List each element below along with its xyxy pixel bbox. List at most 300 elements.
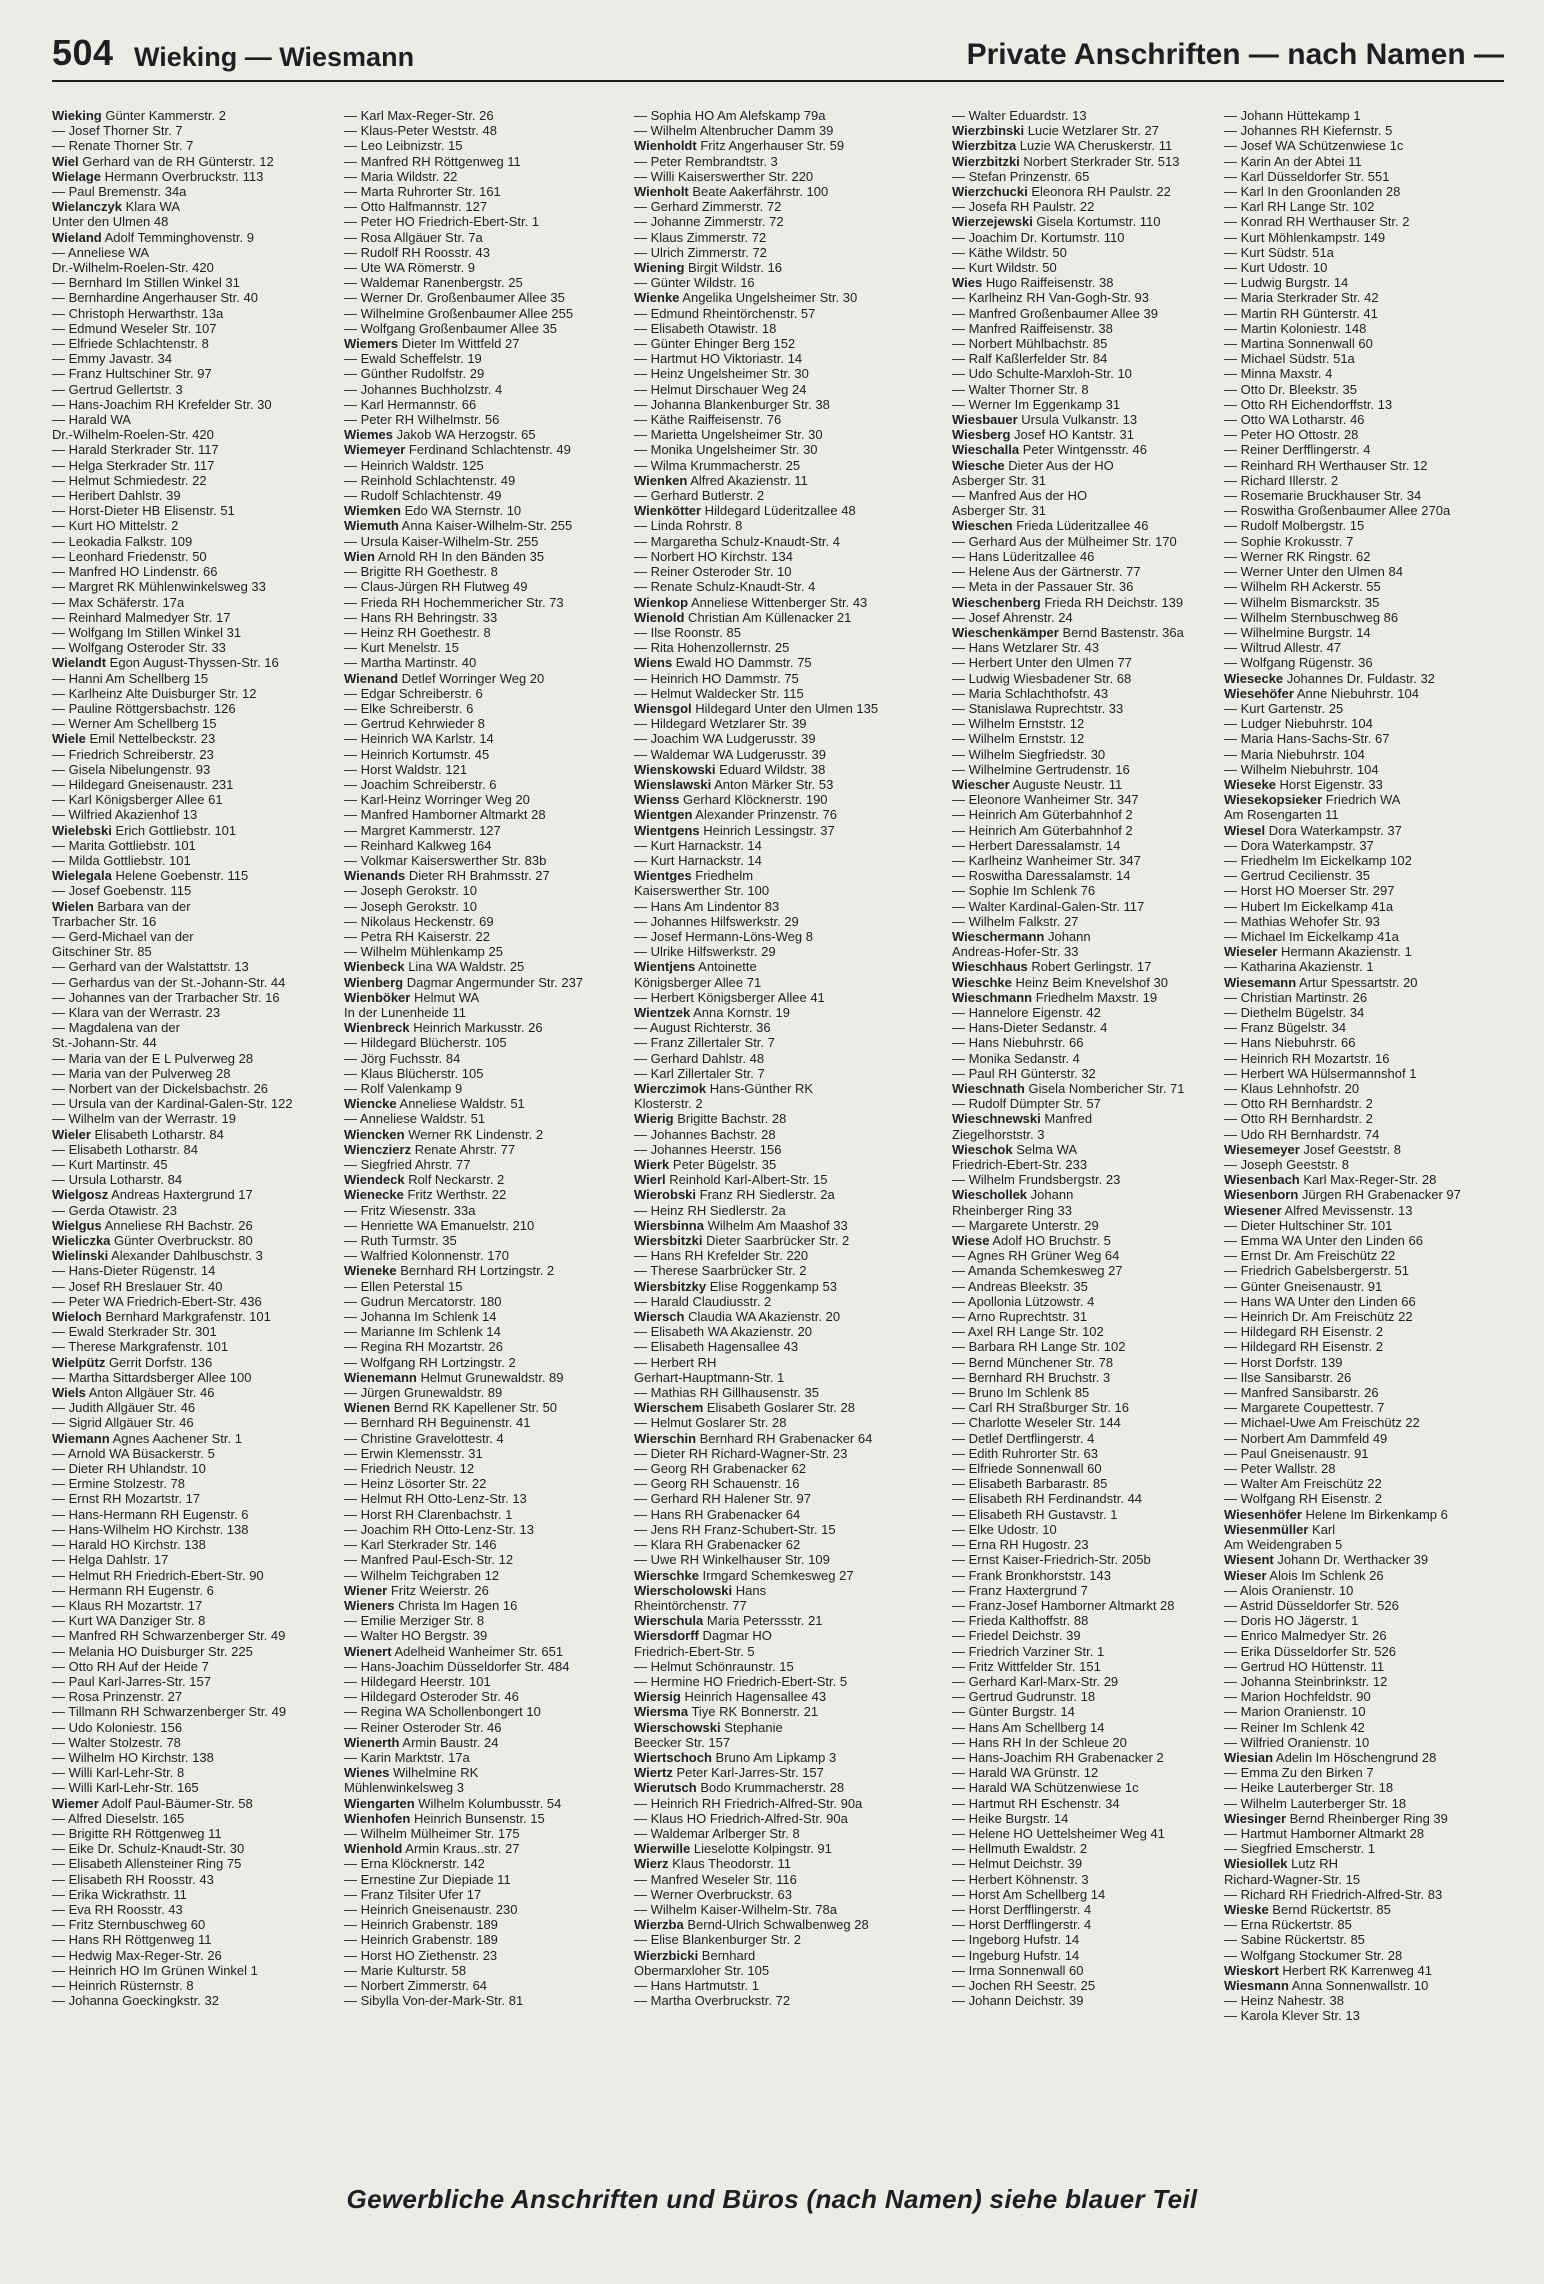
directory-entry [634, 1750, 926, 1765]
entry-text: — Therese Saarbrücker Str. 2 [634, 1263, 807, 1279]
directory-entry [634, 1613, 926, 1628]
entry-text: Anna Kornstr. 19 [690, 1004, 790, 1020]
entry-text: — Walter Stolzestr. 78 [52, 1734, 181, 1750]
surname: Wierschin [634, 1430, 697, 1446]
entry-text: — Heinz Nahestr. 38 [1224, 1993, 1344, 2009]
entry-text: Josef Geeststr. 8 [1299, 1141, 1401, 1157]
directory-entry [634, 1659, 926, 1674]
entry-text: — Georg RH Schauenstr. 16 [634, 1476, 800, 1492]
directory-entry [634, 807, 926, 822]
entry-text: — Renate Schulz-Knaudt-Str. 4 [634, 579, 816, 595]
entry-text: Werner RK Lindenstr. 2 [404, 1126, 544, 1142]
directory-entry [344, 412, 636, 427]
entry-text: — Sophia HO Am Alefskamp 79a [634, 108, 826, 123]
entry-text: — Günter Ehinger Berg 152 [634, 336, 796, 352]
surname: Wiesenbach [1224, 1172, 1300, 1188]
entry-text: — Gertrud Cecilienstr. 35 [1224, 868, 1370, 884]
entry-text: — Edith Ruhrorter Str. 63 [952, 1445, 1098, 1461]
directory-entry [634, 975, 926, 990]
directory-entry [52, 488, 344, 503]
directory-entry [1224, 716, 1504, 731]
surname: Wierobski [634, 1187, 697, 1203]
entry-text: Irmgard Schemkesweg 27 [698, 1567, 854, 1583]
directory-entry [52, 1902, 344, 1917]
surname: Wierzba [634, 1917, 684, 1933]
directory-entry [1224, 1157, 1504, 1172]
directory-entry [52, 1081, 344, 1096]
entry-text: — Meta in der Passauer Str. 36 [952, 579, 1134, 595]
directory-entry [952, 1461, 1244, 1476]
entry-text: Hans-Günther RK [706, 1081, 814, 1096]
directory-entry [634, 382, 926, 397]
entry-text: Andreas Haxtergrund 17 [108, 1187, 253, 1203]
entry-text: — Reiner Osteroder Str. 10 [634, 564, 792, 580]
directory-entry [52, 868, 344, 883]
directory-entry [52, 1613, 344, 1628]
entry-text: — Peter WA Friedrich-Ebert-Str. 436 [52, 1293, 262, 1309]
surname: Wienes [344, 1765, 390, 1781]
entry-text: — Kurt WA Danziger Str. 8 [52, 1613, 206, 1629]
surname: Wienhofen [344, 1810, 411, 1826]
directory-entry [952, 1720, 1244, 1735]
entry-text: — Willi Karl-Lehr-Str. 165 [52, 1780, 199, 1796]
entry-text: — Johanna Blankenburger Str. 38 [634, 396, 830, 412]
directory-entry [52, 1248, 344, 1263]
directory-entry [344, 807, 636, 822]
directory-entry [344, 1385, 636, 1400]
directory-entry [1224, 1111, 1504, 1126]
entry-text: — Margret Kammerstr. 127 [344, 822, 501, 838]
surname: Wierzbitzki [952, 153, 1020, 169]
entry-text: — Willi Kaiserswerther Str. 220 [634, 168, 814, 184]
entry-text: — Anneliese WA [52, 244, 150, 260]
entry-text: — Hildegard RH Eisenstr. 2 [1224, 1339, 1383, 1355]
directory-entry [1224, 1294, 1504, 1309]
directory-entry [952, 975, 1244, 990]
directory-entry [52, 336, 344, 351]
directory-entry [344, 1902, 636, 1917]
directory-entry [52, 1355, 344, 1370]
entry-text: — Norbert Am Dammfeld 49 [1224, 1430, 1388, 1446]
directory-entry [52, 1811, 344, 1826]
directory-entry [952, 1704, 1244, 1719]
entry-text: Bernd-Ulrich Schwalbenweg 28 [683, 1917, 869, 1933]
entry-text: Auguste Neustr. 11 [1009, 776, 1123, 792]
directory-entry [52, 671, 344, 686]
entry-text: — Kurt Udostr. 10 [1224, 260, 1328, 276]
directory-entry [634, 1872, 926, 1887]
entry-text: — Ludwig Burgstr. 14 [1224, 275, 1349, 291]
directory-entry [952, 275, 1244, 290]
entry-text: — Frank Bronkhorststr. 143 [952, 1567, 1111, 1583]
directory-entry [52, 944, 344, 959]
directory-entry [952, 1400, 1244, 1415]
directory-entry [952, 579, 1244, 594]
directory-entry [52, 1279, 344, 1294]
entry-text: — Karl In den Groonlanden 28 [1224, 184, 1401, 200]
entry-text: — Horst Dorfstr. 139 [1224, 1354, 1343, 1370]
entry-text: — Joseph Geeststr. 8 [1224, 1157, 1350, 1173]
surname: Wiese [952, 1233, 990, 1249]
entry-text: — Werner Unter den Ulmen 84 [1224, 564, 1403, 580]
entry-text: — Hildegard RH Eisenstr. 2 [1224, 1324, 1383, 1340]
directory-entry [634, 1309, 926, 1324]
entry-text: — Heinz Lösorter Str. 22 [344, 1476, 487, 1492]
directory-entry [634, 1218, 926, 1233]
directory-entry [634, 199, 926, 214]
directory-entry [344, 1157, 636, 1172]
entry-text: Arnold RH In den Bänden 35 [374, 548, 545, 564]
entry-text: — Rosa Allgäuer Str. 7a [344, 229, 483, 245]
entry-text: — Hans-Joachim RH Grabenacker 2 [952, 1749, 1164, 1765]
entry-text: — Horst RH Clarenbachstr. 1 [344, 1506, 513, 1522]
entry-text: — Johannes Bachstr. 28 [634, 1126, 776, 1142]
directory-entry [1224, 534, 1504, 549]
directory-entry [52, 1948, 344, 1963]
entry-text: Klosterstr. 2 [634, 1096, 703, 1112]
directory-entry [952, 1932, 1244, 1947]
directory-entry [52, 1917, 344, 1932]
directory-entry [344, 1035, 636, 1050]
entry-text: — Hans Niebuhrstr. 66 [952, 1035, 1084, 1051]
directory-entry [52, 990, 344, 1005]
entry-text: — Friedrich Neustr. 12 [344, 1461, 475, 1477]
entry-text: Alfred Akazienstr. 11 [687, 472, 808, 488]
directory-entry [344, 792, 636, 807]
directory-entry [52, 929, 344, 944]
entry-text: — Helmut Deichstr. 39 [952, 1856, 1083, 1872]
directory-entry [52, 716, 344, 731]
directory-entry [52, 366, 344, 381]
entry-text: — Marie Kulturstr. 58 [344, 1962, 467, 1978]
entry-text: — Hans Wetzlarer Str. 43 [952, 640, 1100, 656]
entry-text: — Harald WA Schützenwiese 1c [952, 1780, 1139, 1796]
directory-entry [344, 427, 636, 442]
entry-text: — Helmut Waldecker Str. 115 [634, 685, 804, 701]
surname: Wiemer [52, 1795, 99, 1811]
directory-entry [634, 1993, 926, 2008]
entry-text: Anneliese Waldstr. 51 [396, 1096, 525, 1112]
entry-text: — Alfred Dieselstr. 165 [52, 1810, 185, 1826]
surname: Wielen [52, 898, 94, 914]
entry-text: Dr.-Wilhelm-Roelen-Str. 420 [52, 427, 214, 443]
directory-entry [634, 990, 926, 1005]
directory-entry [1224, 1826, 1504, 1841]
entry-text: — Therese Markgrafenstr. 101 [52, 1339, 229, 1355]
directory-entry [952, 1005, 1244, 1020]
surname: Wiemes [344, 427, 394, 443]
entry-text: — Ludger Niebuhrstr. 104 [1224, 716, 1373, 732]
entry-text: Lucie Wetzlarer Str. 27 [1024, 123, 1159, 139]
surname: Wiencken [344, 1126, 405, 1142]
entry-text: Johann Dr. Werthacker 39 [1273, 1552, 1429, 1568]
entry-text: Königsberger Allee 71 [634, 974, 762, 990]
directory-entry [952, 747, 1244, 762]
entry-text: — Johannes van der Trarbacher Str. 16 [52, 989, 280, 1005]
entry-text: — Katharina Akazienstr. 1 [1224, 959, 1374, 975]
entry-text: — Wolfgang RH Eisenstr. 2 [1224, 1491, 1382, 1507]
directory-columns [52, 108, 1504, 2168]
entry-text: — Fritz Wittfelder Str. 151 [952, 1658, 1101, 1674]
entry-text: — Brigitte RH Goethestr. 8 [344, 564, 498, 580]
directory-entry [634, 777, 926, 792]
entry-text: — Edmund Weseler Str. 107 [52, 320, 217, 336]
directory-entry [1224, 366, 1504, 381]
entry-text: — Maria Hans-Sachs-Str. 67 [1224, 731, 1390, 747]
directory-entry [634, 1917, 926, 1932]
directory-entry [52, 1568, 344, 1583]
directory-entry [952, 1279, 1244, 1294]
entry-text: — Emilie Merziger Str. 8 [344, 1613, 485, 1629]
entry-text: — Ursula Lotharstr. 84 [52, 1172, 183, 1188]
surname: Wierschem [634, 1400, 704, 1416]
directory-entry [1224, 1750, 1504, 1765]
entry-text: Kaiserswerther Str. 100 [634, 883, 770, 899]
entry-text: Friedrich-Ebert-Str. 233 [952, 1157, 1088, 1173]
entry-text: — Elisabeth RH Roosstr. 43 [52, 1871, 214, 1887]
directory-entry [634, 458, 926, 473]
entry-text: — Willi Karl-Lehr-Str. 8 [52, 1765, 185, 1781]
directory-entry [52, 1035, 344, 1050]
entry-text: — Karl Hermannstr. 66 [344, 396, 477, 412]
surname: Wiersbitzky [634, 1278, 707, 1294]
entry-text: — Hanni Am Schellberg 15 [52, 670, 209, 686]
surname: Wieseler [1224, 944, 1278, 960]
entry-text: — Maria Sterkrader Str. 42 [1224, 290, 1379, 306]
entry-text: — Wilhelmine Großenbaumer Allee 255 [344, 305, 574, 321]
entry-text: — Udo RH Bernhardstr. 74 [1224, 1126, 1380, 1142]
directory-entry [52, 1796, 344, 1811]
entry-text: — Karlheinz Wanheimer Str. 347 [952, 852, 1141, 868]
entry-text: Am Rosengarten 11 [1224, 807, 1339, 823]
entry-text: — Wolfgang Im Stillen Winkel 31 [52, 624, 242, 640]
directory-entry [1224, 838, 1504, 853]
entry-text: — Helmut Schmiedestr. 22 [52, 472, 207, 488]
directory-entry [52, 777, 344, 792]
directory-entry [52, 1720, 344, 1735]
directory-entry [634, 518, 926, 533]
directory-entry [634, 944, 926, 959]
surname: Wiesberg [952, 427, 1011, 443]
directory-entry [634, 1355, 926, 1370]
surname: Wienert [344, 1643, 392, 1659]
entry-text: — Christine Gravelottestr. 4 [344, 1430, 504, 1446]
directory-entry [1224, 230, 1504, 245]
entry-text: Asberger Str. 31 [952, 503, 1046, 519]
surname: Wienerth [344, 1734, 400, 1750]
directory-entry [344, 1872, 636, 1887]
directory-entry [952, 1583, 1244, 1598]
entry-text: Gerhard van de RH Günterstr. 12 [78, 153, 274, 169]
directory-entry [344, 1339, 636, 1354]
directory-entry [952, 1157, 1244, 1172]
directory-entry [952, 518, 1244, 533]
directory-entry [1224, 1096, 1504, 1111]
directory-entry [1224, 1279, 1504, 1294]
directory-entry [1224, 1856, 1504, 1871]
entry-text: — Karl-Heinz Worringer Weg 20 [344, 792, 530, 808]
entry-text: — Klaus Lehnhofstr. 20 [1224, 1081, 1360, 1096]
directory-entry [634, 275, 926, 290]
entry-text: Gitschiner Str. 85 [52, 944, 152, 960]
entry-text: — Kurt Möhlenkampstr. 149 [1224, 229, 1386, 245]
directory-entry [52, 184, 344, 199]
entry-text: — Rosa Prinzenstr. 27 [52, 1689, 183, 1705]
surname: Wieking [52, 108, 102, 123]
entry-text: — Wilhelm Falkstr. 27 [952, 913, 1079, 929]
directory-entry [634, 1279, 926, 1294]
surname: Wienands [344, 868, 406, 884]
entry-text: — Hildegard Blücherstr. 105 [344, 1035, 507, 1051]
directory-entry [1224, 1324, 1504, 1339]
entry-text: — Joachim Schreiberstr. 6 [344, 776, 497, 792]
entry-text: — Franz Zillertaler Str. 7 [634, 1035, 775, 1051]
entry-text: Ferdinand Schlachtenstr. 49 [405, 442, 571, 458]
directory-entry [952, 1020, 1244, 1035]
directory-entry [344, 1674, 636, 1689]
directory-entry [344, 1644, 636, 1659]
directory-entry [952, 1507, 1244, 1522]
directory-entry [952, 230, 1244, 245]
surname: Wieler [52, 1126, 91, 1142]
directory-entry [344, 1005, 636, 1020]
directory-entry [634, 260, 926, 275]
surname: Wierutsch [634, 1780, 697, 1796]
surname: Wieners [344, 1597, 395, 1613]
entry-text: Dora Waterkampstr. 37 [1265, 822, 1402, 838]
entry-text: — Wilhelm Mühlenkamp 25 [344, 944, 503, 960]
surname: Wielinski [52, 1248, 109, 1264]
entry-text: — Arno Ruprechtstr. 31 [952, 1309, 1088, 1325]
directory-entry [1224, 1431, 1504, 1446]
directory-entry [344, 1309, 636, 1324]
entry-text: — Maria van der Pulverweg 28 [52, 1065, 231, 1081]
directory-entry [1224, 823, 1504, 838]
entry-text: — Johanne Zimmerstr. 72 [634, 214, 784, 230]
directory-entry [344, 458, 636, 473]
directory-entry [952, 1370, 1244, 1385]
entry-text: — Helmut Goslarer Str. 28 [634, 1415, 787, 1431]
entry-text: — Johannes Hilfswerkstr. 29 [634, 913, 799, 929]
entry-text: Antoinette [695, 959, 757, 975]
entry-text: — Fritz Wiesenstr. 33a [344, 1202, 476, 1218]
directory-entry [634, 1020, 926, 1035]
directory-entry [1224, 108, 1504, 123]
directory-entry [344, 1279, 636, 1294]
directory-entry [1224, 138, 1504, 153]
surname: Wierscholowski [634, 1582, 733, 1598]
entry-text: — Hans Niebuhrstr. 66 [1224, 1035, 1356, 1051]
entry-text: — Stefan Prinzenstr. 65 [952, 168, 1090, 184]
directory-entry [1224, 1476, 1504, 1491]
directory-entry [634, 1476, 926, 1491]
directory-entry [952, 823, 1244, 838]
directory-entry [52, 1339, 344, 1354]
directory-entry [634, 853, 926, 868]
entry-text: — Bernhard Im Stillen Winkel 31 [52, 275, 240, 291]
directory-entry [1224, 868, 1504, 883]
entry-text: — Walter HO Bergstr. 39 [344, 1628, 488, 1644]
surname: Wiesecke [1224, 670, 1284, 686]
directory-entry [952, 1339, 1244, 1354]
entry-text: — Hildegard Wetzlarer Str. 39 [634, 716, 807, 732]
directory-entry [1224, 792, 1504, 807]
entry-text: — Eike Dr. Schulz-Knaudt-Str. 30 [52, 1841, 245, 1857]
entry-text: — Wilhelmine Burgstr. 14 [1224, 624, 1371, 640]
directory-entry [1224, 1035, 1504, 1050]
entry-text: — Horst Am Schellberg 14 [952, 1886, 1106, 1902]
directory-entry [952, 1096, 1244, 1111]
directory-entry [1224, 336, 1504, 351]
entry-text: — Hans Am Schellberg 14 [952, 1719, 1105, 1735]
entry-text: — Dora Waterkampstr. 37 [1224, 837, 1374, 853]
surname: Wiesel [1224, 822, 1266, 838]
directory-entry [1224, 382, 1504, 397]
entry-text: — Siegfried Emscherstr. 1 [1224, 1841, 1375, 1857]
entry-text: — Anneliese Waldstr. 51 [344, 1111, 486, 1127]
entry-text: Renate Ahrstr. 77 [411, 1141, 516, 1157]
directory-entry [344, 823, 636, 838]
entry-text: Christa Im Hagen 16 [394, 1597, 518, 1613]
surname: Wiesinger [1224, 1810, 1287, 1826]
entry-text: Anna Sonnenwallstr. 10 [1288, 1977, 1429, 1993]
directory-entry [1224, 1978, 1504, 1993]
directory-entry [952, 1659, 1244, 1674]
entry-text: — Herbert Königsberger Allee 41 [634, 989, 825, 1005]
directory-entry [52, 1841, 344, 1856]
directory-entry [634, 1263, 926, 1278]
directory-entry [634, 503, 926, 518]
directory-entry [344, 1811, 636, 1826]
entry-text: — Margarete Coupettestr. 7 [1224, 1400, 1385, 1416]
surname: Wienböker [344, 989, 411, 1005]
entry-text: — Hans Lüderitzallee 46 [952, 548, 1095, 564]
surname: Wiels [52, 1385, 86, 1401]
directory-entry [344, 275, 636, 290]
entry-text: — Werner Overbruckstr. 63 [634, 1886, 792, 1902]
directory-entry [952, 1446, 1244, 1461]
surname: Wiemken [344, 503, 401, 519]
directory-entry [1224, 1355, 1504, 1370]
directory-entry [344, 853, 636, 868]
surname: Wiesbauer [952, 412, 1018, 428]
entry-text: — Johannes Buchholzstr. 4 [344, 381, 503, 397]
surname: Wiersdorff [634, 1628, 699, 1644]
entry-text: — Josefa RH Paulstr. 22 [952, 199, 1095, 215]
directory-entry [52, 1461, 344, 1476]
directory-entry [1224, 1811, 1504, 1826]
entry-text: Anna Kaiser-Wilhelm-Str. 255 [398, 518, 573, 534]
directory-entry [344, 701, 636, 716]
directory-entry [52, 534, 344, 549]
directory-entry [952, 1902, 1244, 1917]
directory-entry [52, 838, 344, 853]
directory-entry [634, 1978, 926, 1993]
directory-entry [344, 1446, 636, 1461]
directory-entry [634, 1203, 926, 1218]
directory-entry [344, 655, 636, 670]
directory-entry [634, 321, 926, 336]
entry-text: Trarbacher Str. 16 [52, 913, 157, 929]
surname: Wiens [634, 655, 673, 671]
surname: Wierzbinski [952, 123, 1025, 139]
directory-entry [52, 108, 344, 123]
directory-entry [1224, 351, 1504, 366]
entry-text: — Kurt Südstr. 51a [1224, 244, 1334, 260]
directory-entry [1224, 1993, 1504, 2008]
entry-text: Peter Karl-Jarres-Str. 157 [672, 1765, 824, 1781]
entry-text: — Rudolf Dümpter Str. 57 [952, 1096, 1101, 1112]
